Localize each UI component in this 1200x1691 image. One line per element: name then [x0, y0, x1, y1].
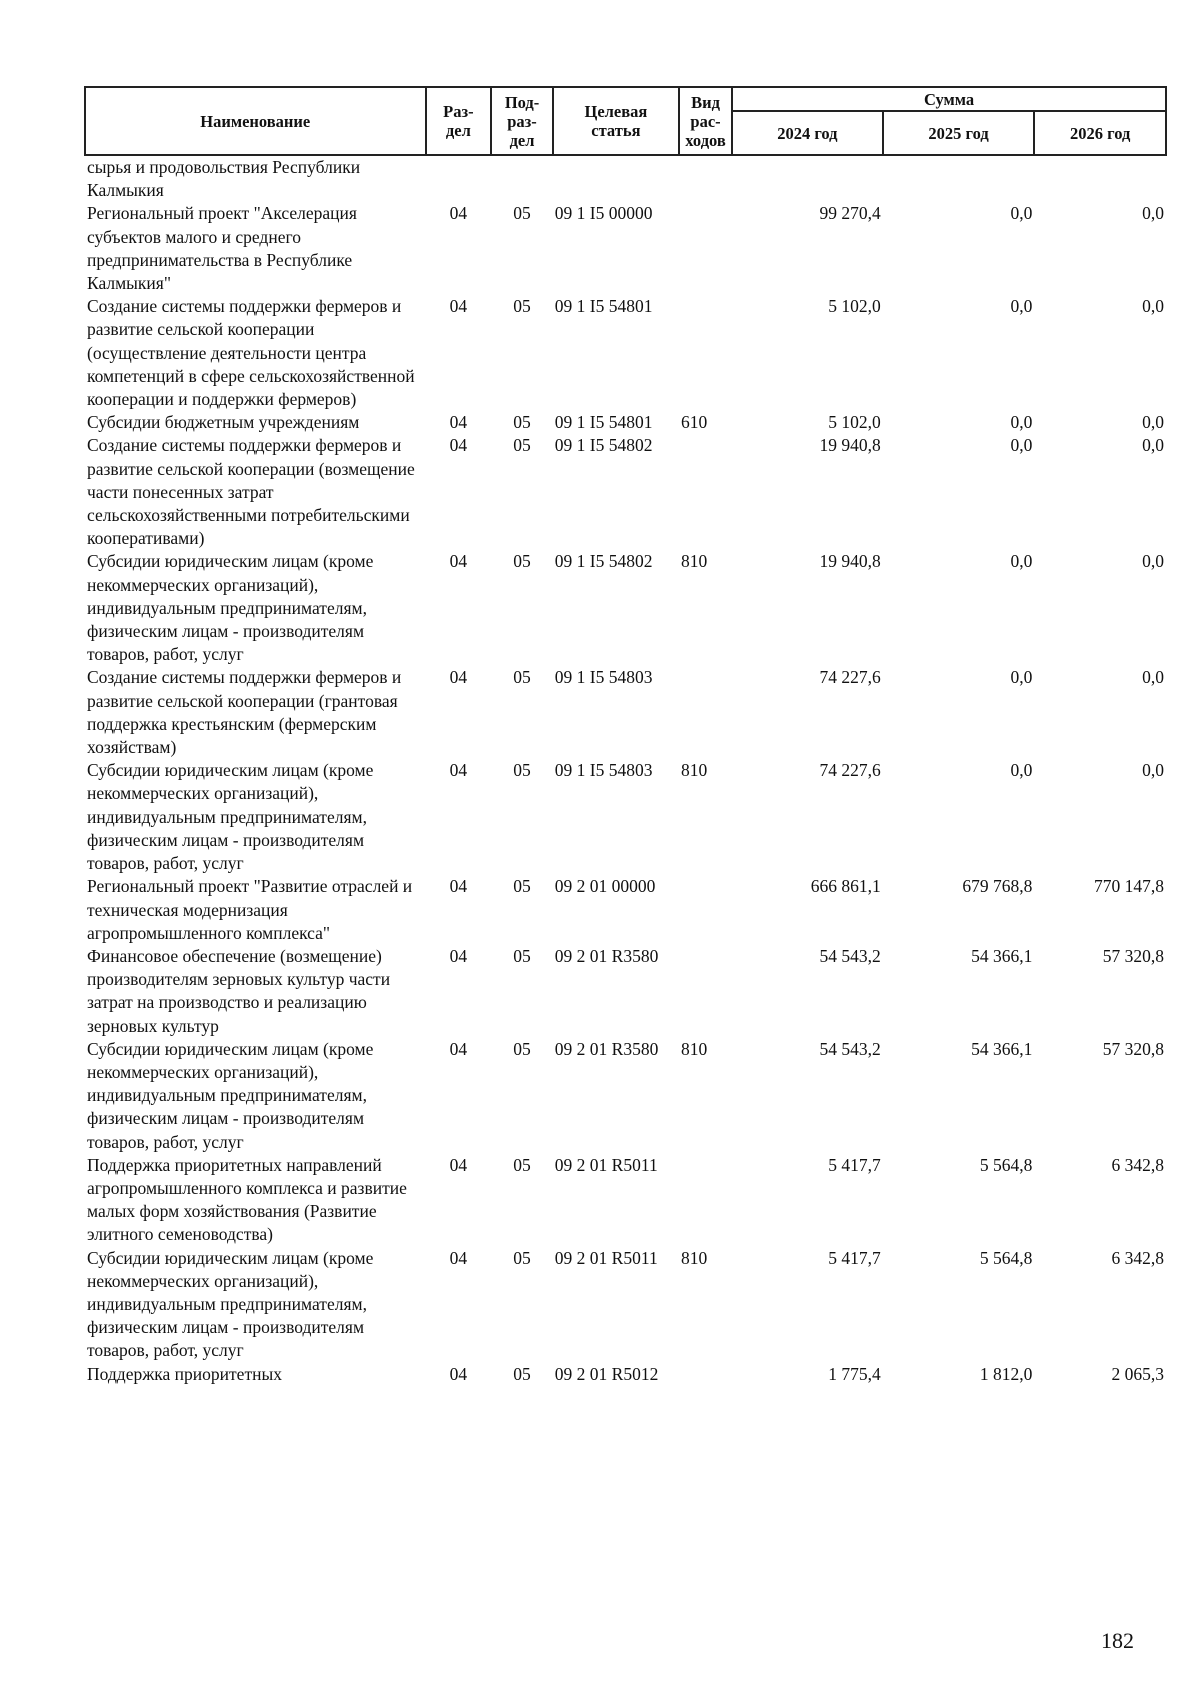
cell-podrazdel: 05: [513, 412, 531, 433]
cell-razdel: 04: [449, 1363, 468, 1384]
cell-razdel: 04: [449, 667, 468, 688]
cell-sum-2026: 6 342,8: [1111, 1154, 1164, 1175]
cell-name: Создание системы поддержки фермеров и развитие сельской кооперации (осуществление деятельности центра компетенций в сфере сельскохозяйственной кооперации и поддержки фермеров): [87, 296, 415, 410]
cell-name: Субсидии бюджетным учреждениям: [87, 412, 360, 433]
cell-razdel: 04: [449, 876, 468, 897]
table-row: [85, 155, 1166, 202]
cell-name: Региональный проект "Акселерация субъектов малого и среднего предпринимательства в Республике Калмыкия": [87, 203, 357, 294]
cell-code: 09 2 01 R5011: [554, 1247, 658, 1268]
cell-podrazdel: [491, 155, 553, 202]
cell-sum-2024: 5 102,0: [828, 296, 881, 317]
cell-razdel: 04: [449, 760, 468, 781]
cell-sum-2024: 1 775,4: [828, 1363, 881, 1384]
cell-razdel: 04: [449, 1038, 468, 1059]
cell-podrazdel: 05: [513, 203, 531, 224]
cell-podrazdel: 05: [513, 667, 531, 688]
table-row: [85, 550, 1166, 666]
cell-vid: [679, 295, 732, 411]
cell-vid: [679, 155, 732, 202]
cell-sum-2026: 0,0: [1142, 551, 1164, 572]
cell-sum-2024: 54 543,2: [819, 1038, 881, 1059]
cell-razdel: 04: [449, 945, 468, 966]
cell-code: 09 2 01 R3580: [554, 945, 659, 966]
table-row: [85, 411, 1166, 434]
cell-sum-2024: [732, 155, 883, 202]
cell-code: 09 2 01 00000: [554, 876, 656, 897]
cell-razdel: 04: [449, 551, 468, 572]
table-row: [85, 1363, 1166, 1386]
cell-sum-2025: 5 564,8: [979, 1247, 1033, 1268]
cell-sum-2026: [1034, 155, 1166, 202]
cell-code: 09 1 I5 00000: [554, 203, 653, 224]
cell-podrazdel: 05: [513, 296, 531, 317]
cell-sum-2025: 54 366,1: [971, 1038, 1033, 1059]
cell-vid: [679, 434, 732, 550]
budget-table: [84, 86, 1167, 1386]
cell-sum-2024: 99 270,4: [819, 203, 881, 224]
cell-name: сырья и продовольствия Республики Калмыкия: [87, 157, 361, 201]
cell-code: 09 1 I5 54802: [554, 435, 653, 456]
header-year-2025: 2025 год: [883, 111, 1035, 155]
cell-sum-2026: 0,0: [1142, 412, 1164, 433]
cell-sum-2025: [883, 155, 1035, 202]
cell-sum-2025: 0,0: [1010, 760, 1033, 781]
table-row: [85, 1154, 1166, 1247]
cell-vid: 810: [681, 1247, 708, 1268]
cell-code: 09 2 01 R5012: [554, 1363, 659, 1384]
table-header: [85, 87, 1166, 155]
cell-sum-2024: 666 861,1: [810, 876, 881, 897]
header-tselevaya: Целевая статья: [553, 87, 679, 155]
page-number: 182: [1101, 1628, 1134, 1653]
cell-vid: 810: [681, 760, 708, 781]
cell-vid: 610: [681, 412, 708, 433]
cell-vid: [679, 945, 732, 1038]
cell-name: Субсидии юридическим лицам (кроме некоммерческих организаций), индивидуальным предпринимателям, физическим лицам - производителям товаров, работ, услуг: [87, 760, 374, 874]
cell-razdel: 04: [449, 1154, 468, 1175]
cell-code: 09 2 01 R3580: [554, 1038, 659, 1059]
cell-sum-2024: 5 417,7: [828, 1154, 881, 1175]
cell-name: Субсидии юридическим лицам (кроме некоммерческих организаций), индивидуальным предпринимателям, физическим лицам - производителям товаров, работ, услуг: [87, 1247, 374, 1361]
cell-name: Субсидии юридическим лицам (кроме некоммерческих организаций), индивидуальным предпринимателям, физическим лицам - производителям товаров, работ, услуг: [87, 551, 374, 665]
table-row: [85, 666, 1166, 759]
table-row: [85, 945, 1166, 1038]
header-year-2024: 2024 год: [732, 111, 883, 155]
header-name: Наименование: [85, 87, 426, 155]
cell-name: Создание системы поддержки фермеров и развитие сельской кооперации (грантовая поддержка крестьянским (фермерским хозяйствам): [87, 667, 402, 758]
table-row: [85, 295, 1166, 411]
cell-podrazdel: 05: [513, 435, 531, 456]
cell-sum-2024: 19 940,8: [819, 435, 881, 456]
cell-vid: [679, 202, 732, 295]
cell-podrazdel: 05: [513, 1038, 531, 1059]
table-body: [85, 155, 1166, 1386]
cell-podrazdel: 05: [513, 1247, 531, 1268]
cell-razdel: 04: [449, 435, 468, 456]
cell-vid: 810: [681, 551, 708, 572]
header-razdel: Раз- дел: [426, 87, 492, 155]
cell-razdel: 04: [449, 203, 468, 224]
header-podrazdel: Под- раз- дел: [491, 87, 553, 155]
cell-code: 09 2 01 R5011: [554, 1154, 658, 1175]
cell-sum-2024: 5 417,7: [828, 1247, 881, 1268]
cell-sum-2025: 54 366,1: [971, 945, 1033, 966]
table-row: [85, 202, 1166, 295]
cell-code: [553, 155, 679, 202]
cell-sum-2024: 74 227,6: [819, 760, 881, 781]
cell-name: Региональный проект "Развитие отраслей и техническая модернизация агропромышленного комплекса": [87, 876, 413, 943]
cell-vid: 810: [681, 1038, 708, 1059]
cell-podrazdel: 05: [513, 760, 531, 781]
header-year-2026: 2026 год: [1034, 111, 1166, 155]
cell-sum-2025: 0,0: [1010, 296, 1033, 317]
cell-razdel: 04: [449, 296, 468, 317]
cell-sum-2026: 2 065,3: [1111, 1363, 1164, 1384]
cell-podrazdel: 05: [513, 1154, 531, 1175]
cell-razdel: [426, 155, 492, 202]
table-row: [85, 1038, 1166, 1154]
cell-sum-2025: 0,0: [1010, 667, 1033, 688]
cell-name: Поддержка приоритетных: [87, 1363, 282, 1384]
cell-sum-2026: 57 320,8: [1102, 945, 1164, 966]
table-row: [85, 875, 1166, 945]
cell-code: 09 1 I5 54801: [554, 412, 653, 433]
cell-podrazdel: 05: [513, 1363, 531, 1384]
cell-sum-2026: 0,0: [1142, 667, 1164, 688]
header-summa: Сумма: [732, 87, 1166, 111]
cell-sum-2025: 0,0: [1010, 551, 1033, 572]
header-vid: Вид рас- ходов: [679, 87, 732, 155]
cell-sum-2026: 57 320,8: [1102, 1038, 1164, 1059]
table-row: [85, 434, 1166, 550]
cell-sum-2026: 0,0: [1142, 296, 1164, 317]
cell-sum-2026: 0,0: [1142, 203, 1164, 224]
cell-vid: [679, 1363, 732, 1386]
cell-sum-2024: 74 227,6: [819, 667, 881, 688]
cell-sum-2026: 6 342,8: [1111, 1247, 1164, 1268]
cell-name: Создание системы поддержки фермеров и развитие сельской кооперации (возмещение части понесенных затрат сельскохозяйственными потребительскими кооперативами): [87, 435, 415, 549]
cell-sum-2026: 770 147,8: [1094, 876, 1164, 897]
cell-sum-2025: 0,0: [1010, 412, 1033, 433]
cell-podrazdel: 05: [513, 876, 531, 897]
cell-podrazdel: 05: [513, 551, 531, 572]
cell-sum-2026: 0,0: [1142, 760, 1164, 781]
cell-name: Финансовое обеспечение (возмещение) производителям зерновых культур части затрат на производство и реализацию зерновых культур: [87, 945, 391, 1036]
table-row: [85, 1247, 1166, 1363]
cell-vid: [679, 1154, 732, 1247]
cell-vid: [679, 875, 732, 945]
cell-sum-2025: 1 812,0: [979, 1363, 1033, 1384]
cell-code: 09 1 I5 54803: [554, 667, 653, 688]
cell-code: 09 1 I5 54803: [554, 760, 653, 781]
cell-sum-2025: 679 768,8: [962, 876, 1033, 897]
cell-sum-2025: 0,0: [1010, 435, 1033, 456]
table-row: [85, 759, 1166, 875]
cell-name: Субсидии юридическим лицам (кроме некоммерческих организаций), индивидуальным предпринимателям, физическим лицам - производителям товаров, работ, услуг: [87, 1038, 374, 1152]
cell-sum-2024: 19 940,8: [819, 551, 881, 572]
cell-razdel: 04: [449, 412, 468, 433]
cell-sum-2024: 54 543,2: [819, 945, 881, 966]
cell-code: 09 1 I5 54802: [554, 551, 653, 572]
cell-sum-2025: 5 564,8: [979, 1154, 1033, 1175]
cell-name: Поддержка приоритетных направлений агропромышленного комплекса и развитие малых форм хозяйствования (Развитие элитного семеноводства): [87, 1154, 407, 1245]
cell-podrazdel: 05: [513, 945, 531, 966]
cell-code: 09 1 I5 54801: [554, 296, 653, 317]
cell-razdel: 04: [449, 1247, 468, 1268]
cell-sum-2026: 0,0: [1142, 435, 1164, 456]
cell-sum-2024: 5 102,0: [828, 412, 881, 433]
cell-sum-2025: 0,0: [1010, 203, 1033, 224]
cell-vid: [679, 666, 732, 759]
